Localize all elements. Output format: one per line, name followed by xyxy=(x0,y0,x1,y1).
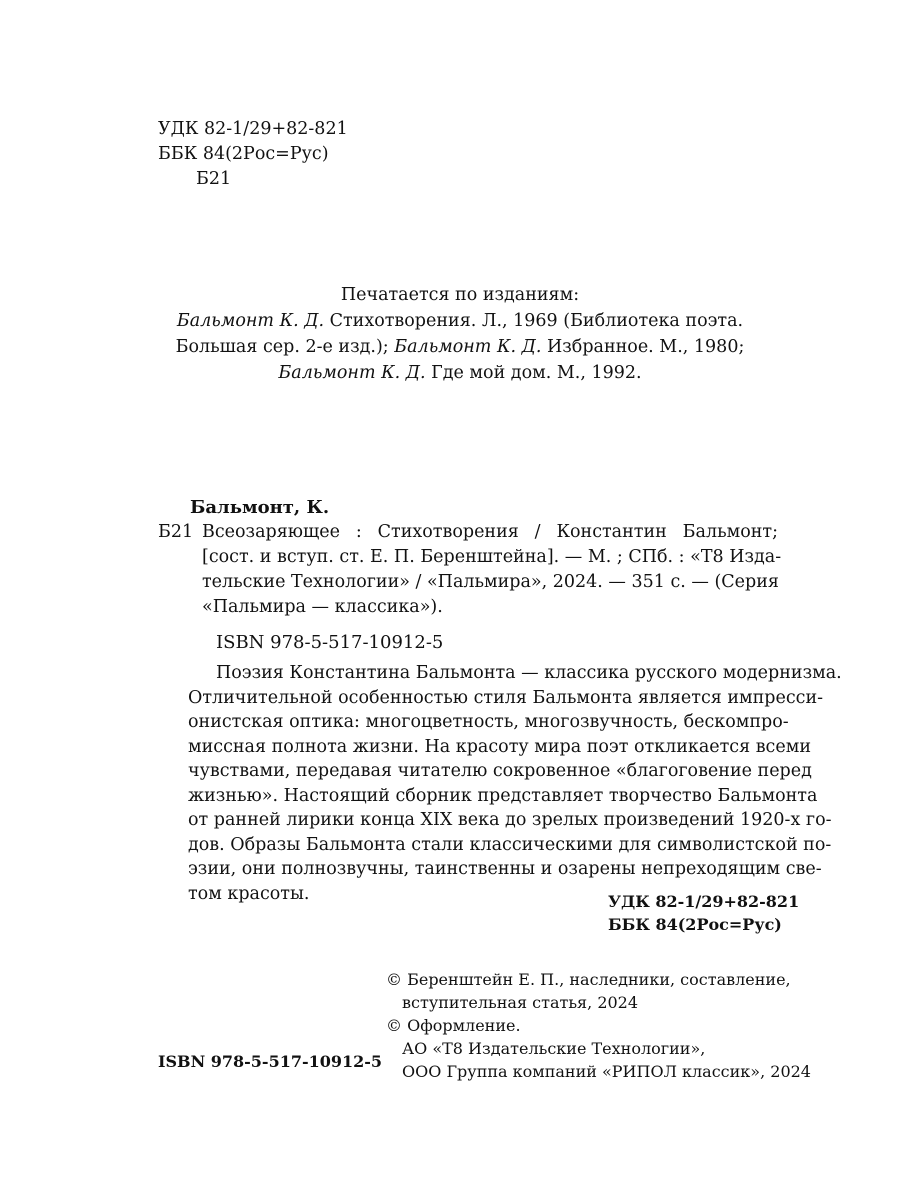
annotation-line: Поэзия Константина Бальмонта — классика русского модернизма. xyxy=(216,663,842,683)
annotation-line: миссная полнота жизни. На красоту мира поэт откликается всеми xyxy=(188,736,811,757)
annotation-line: Отличительной особенностью стиля Бальмонта является импресси- xyxy=(188,687,824,708)
printed-from-block xyxy=(110,282,810,386)
annotation-line: от ранней лирики конца XIX века до зрелых произведений 1920-х го- xyxy=(188,810,832,830)
isbn-bottom: ISBN 978-5-517-10912-5 xyxy=(158,1052,383,1071)
copyright-line: АО «Т8 Издательские Технологии», xyxy=(402,1039,706,1058)
copyright-line: вступительная статья, 2024 xyxy=(402,993,639,1012)
catalog-entry-line: Всеозаряющее : Стихотворения / Константин Бальмонт; xyxy=(202,522,778,542)
catalog-entry xyxy=(158,520,778,545)
catalog-entry-line: «Пальмира — классика»). xyxy=(202,597,443,617)
catalog-author-heading: Бальмонт, К. xyxy=(190,497,330,518)
catalog-entry-line: тельские Технологии» / «Пальмира», 2024. — 351 с. — (Серия xyxy=(202,572,779,592)
printed-from-title: Печатается по изданиям: xyxy=(340,285,580,305)
copyright-line: © Оформление. xyxy=(386,1016,521,1035)
copyright-block xyxy=(386,968,811,1083)
bbk-code-bottom: ББК 84(2Рос=Рус) xyxy=(608,915,782,934)
catalog-isbn: ISBN 978-5-517-10912-5 xyxy=(216,632,444,653)
annotation-line: онистская оптика: многоцветность, многозвучность, бескомпро- xyxy=(188,712,789,732)
source-edition-2: Большая сер. 2-е изд.); Бальмонт К. Д. Избранное. М., 1980; xyxy=(175,337,745,357)
copyright-line: © Беренштейн Е. П., наследники, составление, xyxy=(386,970,791,989)
footer-classification xyxy=(608,890,799,936)
catalog-entry-line: [сост. и вступ. ст. Е. П. Беренштейна]. — М. ; СПб. : «Т8 Изда- xyxy=(202,547,782,567)
author-mark: Б21 xyxy=(196,169,232,189)
annotation xyxy=(158,661,842,906)
source-edition-1: Бальмонт К. Д. Стихотворения. Л., 1969 (Библиотека поэта. xyxy=(176,311,744,331)
annotation-line: том красоты. xyxy=(188,883,310,904)
bbk-code: ББК 84(2Рос=Рус) xyxy=(158,144,329,164)
udk-code: УДК 82-1/29+82-821 xyxy=(158,119,348,139)
source-edition-3: Бальмонт К. Д. Где мой дом. М., 1992. xyxy=(278,363,642,383)
annotation-line: дов. Образы Бальмонта стали классическими для символистской по- xyxy=(188,834,832,855)
header-classification xyxy=(158,117,348,192)
copyright-line: ООО Группа компаний «РИПОЛ классик», 2024 xyxy=(402,1062,811,1081)
udk-code-bottom: УДК 82-1/29+82-821 xyxy=(608,892,800,911)
catalog-author-mark: Б21 xyxy=(158,522,194,542)
catalog-record xyxy=(158,495,842,906)
annotation-line: жизнью». Настоящий сборник представляет творчество Бальмонта xyxy=(188,785,818,806)
annotation-line: чувствами, передавая читателю сокровенное «благоговение перед xyxy=(188,761,812,781)
annotation-line: эзии, они полнозвучны, таинственны и озарены непреходящим све- xyxy=(188,859,822,879)
